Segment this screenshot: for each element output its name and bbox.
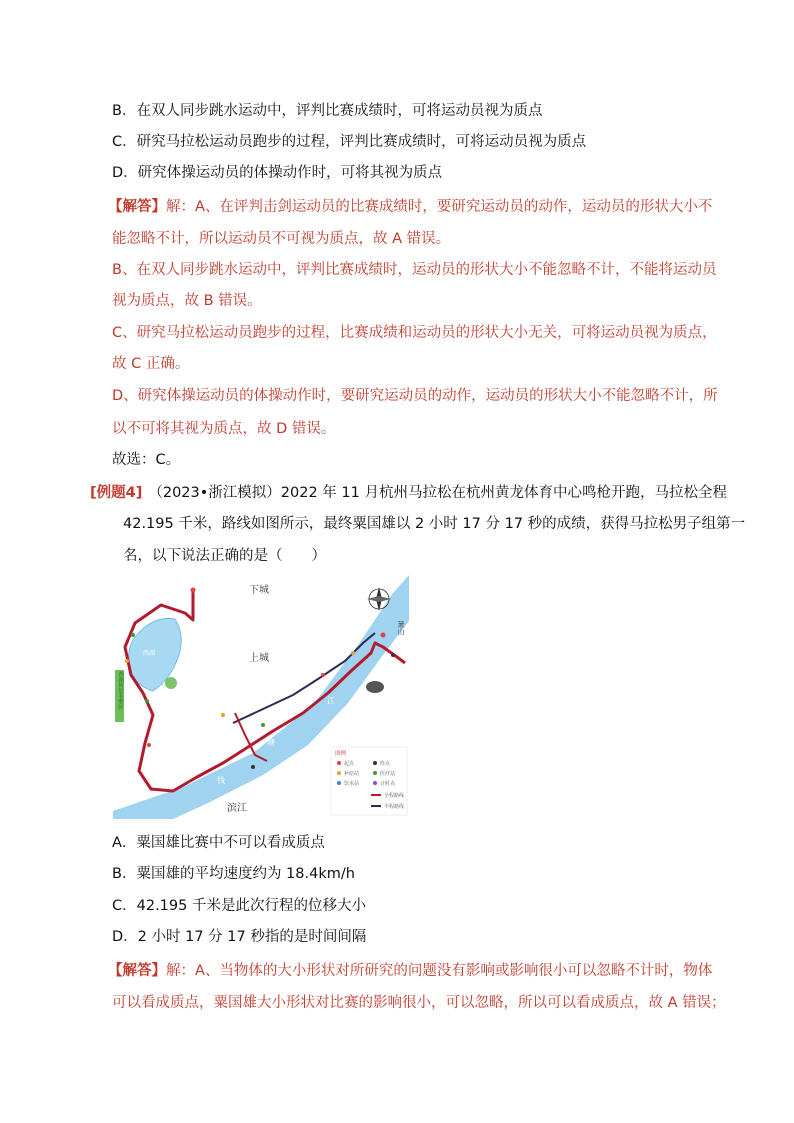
answer-tag: 【解答】 [108,199,166,215]
answer-choice: 故选：C。 [112,452,181,468]
answer-text: 解：A、在评判击剑运动员的比赛成绩时，要研究运动员的动作，运动员的形状大小不 [166,199,713,215]
example4-option-c: C．42.195 千米是此次行程的位移大小 [112,898,366,914]
legend-title: 图例 [335,751,347,757]
example4-option-a: A．粟国雄比赛中不可以看成质点 [112,835,325,851]
example4-answer-line2: 可以看成质点，粟国雄大小形状对比赛的影响很小，可以忽略，所以可以看成质点，故 A 错误； [112,995,726,1011]
answer-line-3: B、在双人同步跳水运动中，评判比赛成绩时，运动员的形状大小不能忽略不计，不能将运动员 [112,262,717,278]
example4-option-b: B．粟国雄的平均速度约为 18.4km/h [112,866,355,882]
legend-item-6: 全程路线 [384,793,405,799]
legend-item-2: 补给站 [344,771,360,777]
example4-answer-text1: 解：A、当物体的大小形状对所研究的问题没有影响或影响很小可以忽略不计时，物体 [166,963,713,979]
example4-stem-line3: 名，以下说法正确的是（ ） [123,548,326,564]
legend-item-3: 医疗站 [380,771,396,777]
example4-option-d: D．2 小时 17 分 17 秒指的是时间间隔 [112,929,367,945]
map-label-binjiang: 滨江 [227,803,247,814]
legend-item-4: 饮水站 [344,781,360,787]
map-label-shangcheng: 上城 [249,653,269,664]
marathon-route-map [113,575,409,819]
example4-stem-line1 [90,483,727,503]
legend-item-1: 终点 [380,761,391,767]
example4-stem-text1: （2023•浙江模拟）2022 年 11 月杭州马拉松在杭州黄龙体育中心鸣枪开跑，马拉松全程 [148,485,727,501]
map-label-xiaoshan: 萧山 [397,621,405,635]
river-char-1: 钱 [217,776,225,785]
answer-line-1 [108,197,712,217]
river-char-3: 江 [327,696,335,705]
answer-line-7: D、研究体操运动员的体操动作时，要研究运动员的动作，运动员的形状大小不能忽略不计，所 [112,388,718,404]
legend-item-0: 起点 [344,761,355,767]
legend-item-5: 计时点 [380,781,396,787]
answer-line-5: C、研究马拉松运动员跑步的过程，比赛成绩和运动员的形状大小无关，可将运动员视为质点， [112,325,717,341]
map-label-xiacheng: 下城 [249,585,269,596]
option-d-line: D．研究体操运动员的体操动作时，可将其视为质点 [112,165,443,181]
answer-line-6: 故 C 正确。 [112,356,190,372]
answer-line-4: 视为质点，故 B 错误。 [112,293,262,309]
hill-mark [165,677,177,689]
legend-item-7: 半程路线 [384,804,405,810]
river-char-2: 塘 [267,738,275,747]
option-c-line: C．研究马拉松运动员跑步的过程，评判比赛成绩时，可将运动员视为质点 [112,134,587,150]
example4-stem-line2: 42.195 千米，路线如图所示，最终粟国雄以 2 小时 17 分 17 秒的成绩，获得马拉松男子组第一 [123,516,746,532]
option-b-line: B．在双人同步跳水运动中，评判比赛成绩时，可将运动员视为质点 [112,103,543,119]
map-label-xihu: 西湖 [143,650,156,657]
example4-tag: [例题4] [90,485,143,501]
map-label-scenic: 西湖风景名胜区 [117,671,123,710]
answer-line-2: 能忽略不计，所以运动员不可视为质点，故 A 错误。 [112,231,451,247]
example4-answer-line1 [108,961,712,981]
map-legend [331,747,407,815]
answer-line-8: 以不可将其视为质点，故 D 错误。 [112,421,336,437]
stadium-icon [366,681,384,693]
example4-answer-tag: 【解答】 [108,963,166,979]
